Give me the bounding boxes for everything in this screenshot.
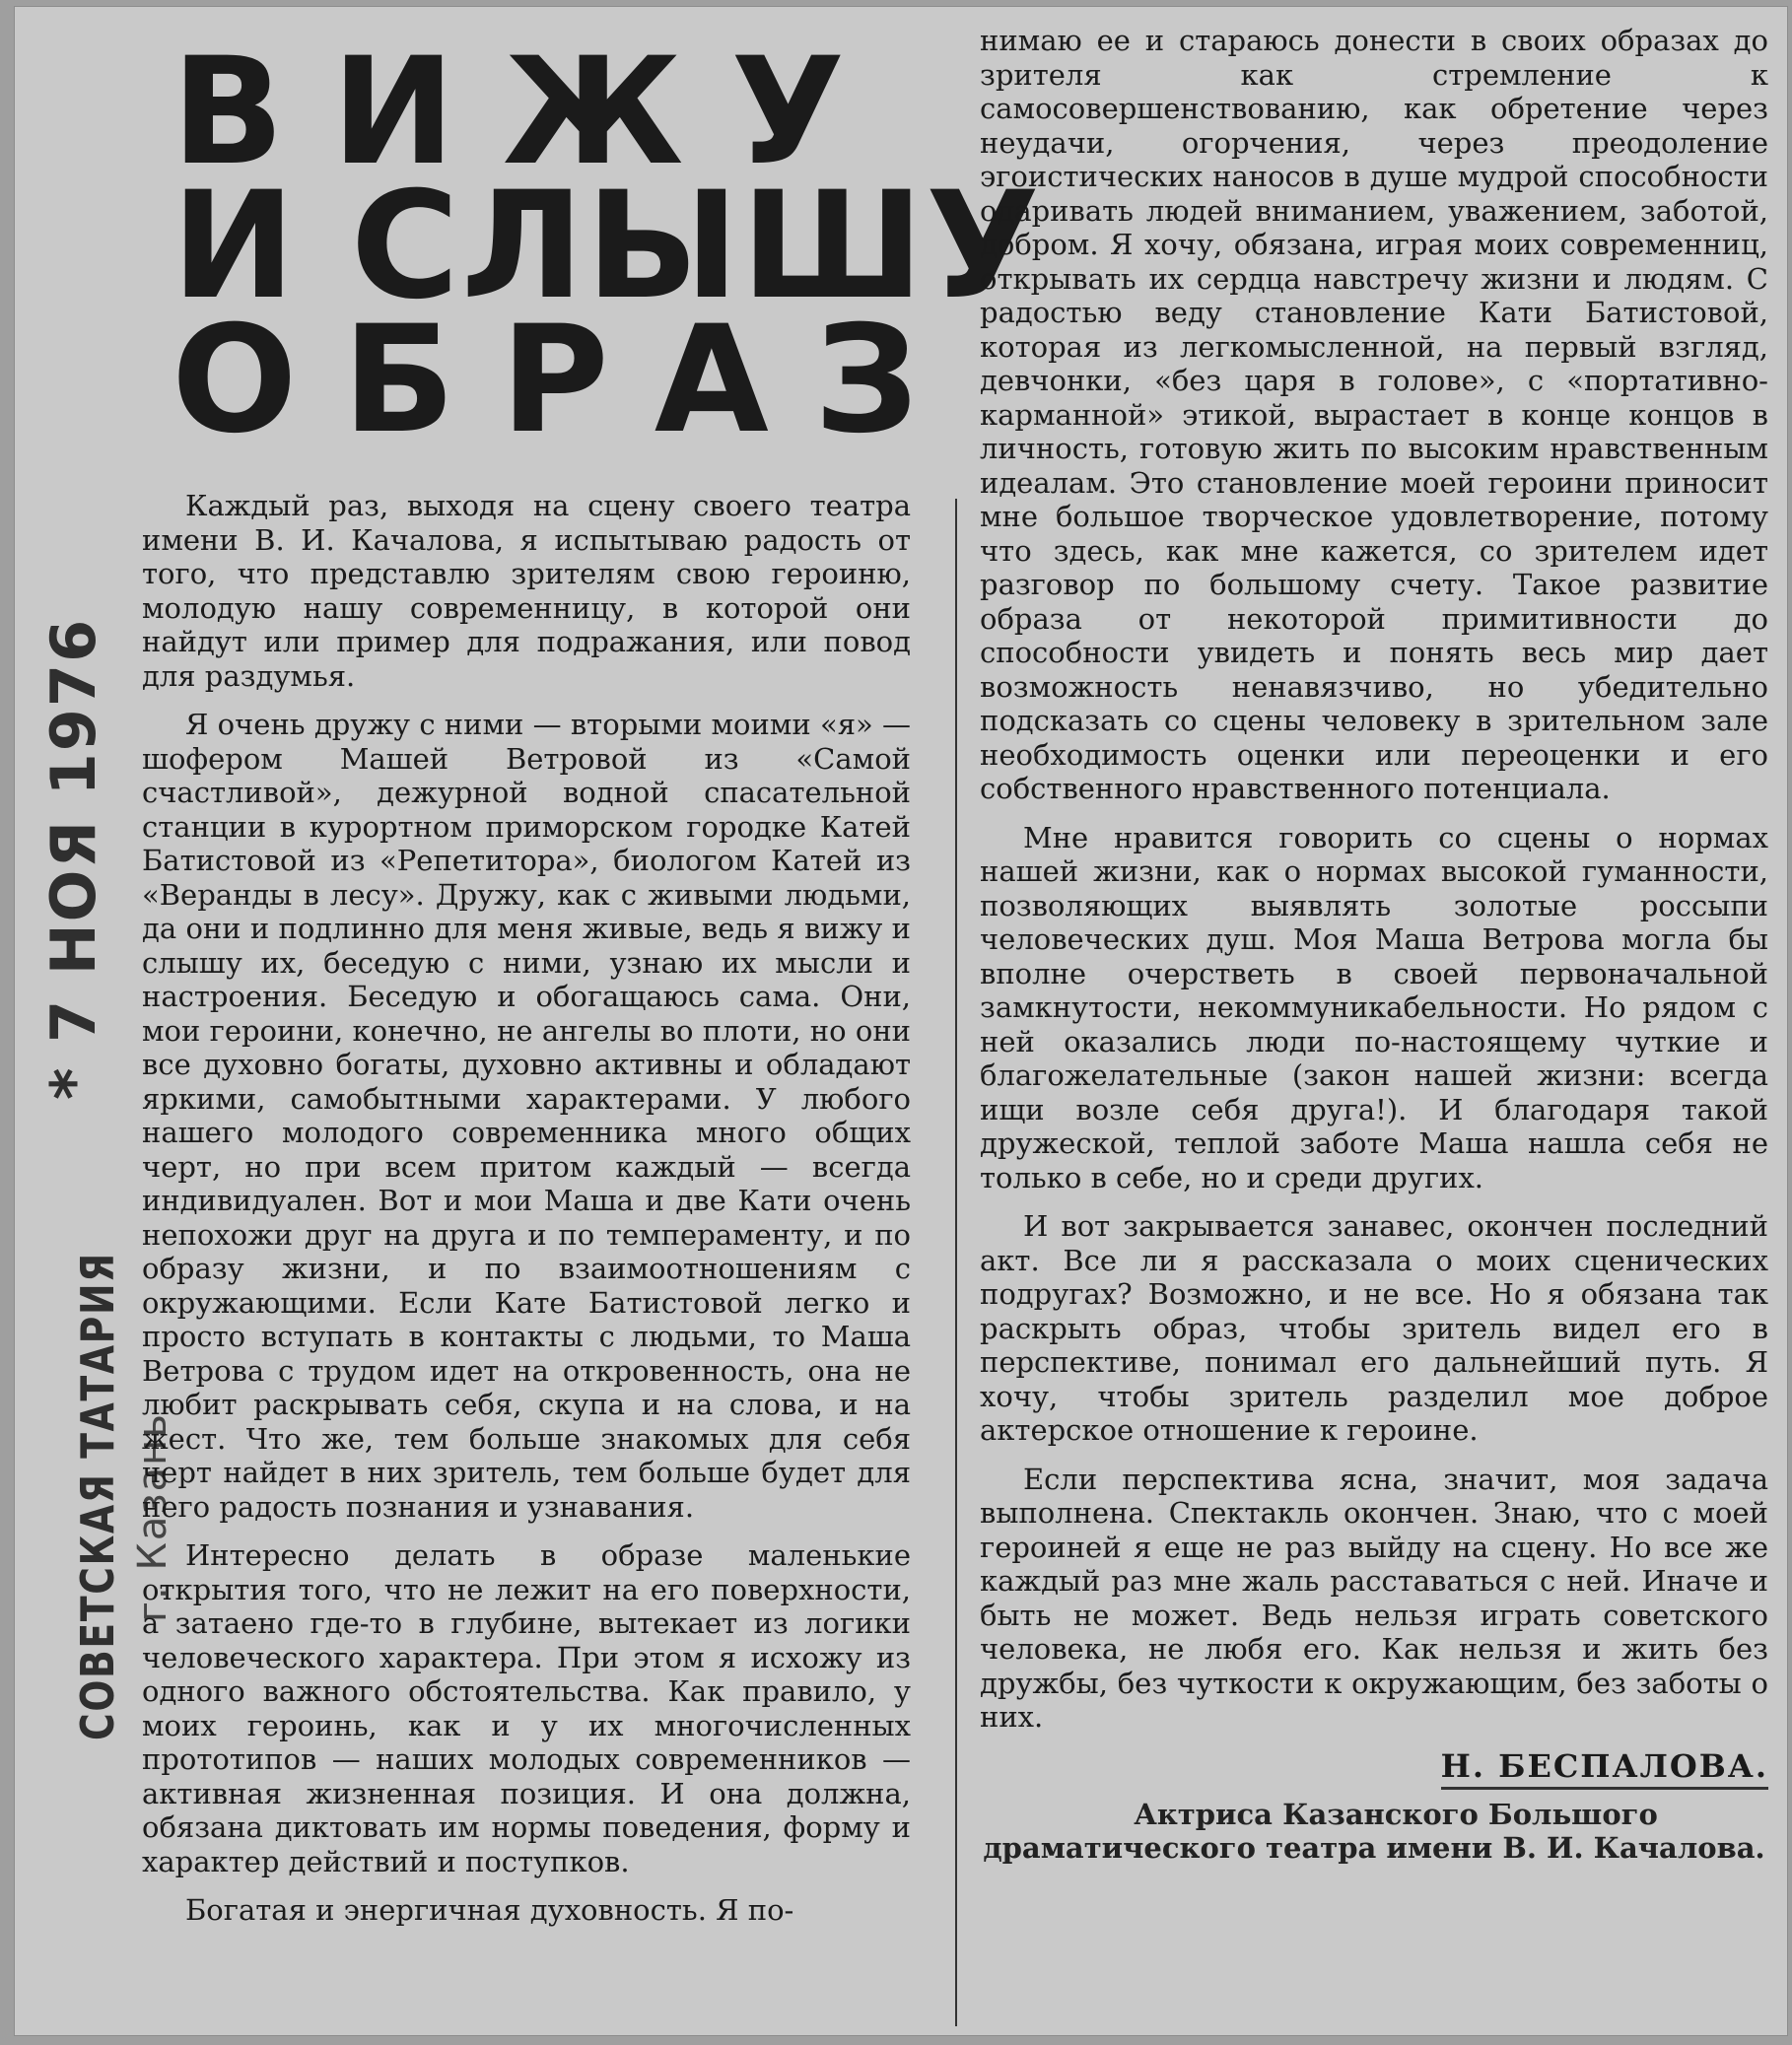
paragraph-4-continued: нимаю ее и стараюсь донести в своих образах до зрителя как стремление к самосовершенствованию, как обретение через неудачи, огорчения, через преодоление эгоистических наносов в душе мудрой способности одаривать людей вниманием, уважением, заботой, добром. Я хочу, обязана, играя моих современниц, открывать их сердца навстречу жизни и людям. С радостью веду становление Кати Батистовой, которая из легкомысленной, на первый взгляд, девчонки, «без царя в голове», с «портативно-карманной» этикой, вырастает в конце концов в личность, готовую жить по высоким нравственным идеалам. Это становление моей героини приносит мне большое творческое удовлетворение, потому что здесь, как мне кажется, со зрителем идет разговор по большому счету. Такое развитие образа от некоторой примитивности до способности увидеть и понять весь мир дает возможность ненавязчиво, но убедительно подсказать со сцены человеку в зрительном зале необходимость оценки или переоценки и его собственного нравственного потенциала. <box>980 24 1768 805</box>
newspaper-source-stamp: СОВЕТСКАЯ ТАТАРИЯ <box>71 1252 124 1740</box>
headline-line-1: ВИЖУ <box>172 27 893 198</box>
city-stamp: г. Казань <box>130 1412 175 1622</box>
date-stamp: * 7 НОЯ 1976 <box>37 617 109 1100</box>
author-name: Н. БЕСПАЛОВА. <box>1441 1747 1768 1790</box>
article-left-column <box>142 489 911 1943</box>
paragraph-6: И вот закрывается занавес, окончен последний акт. Все ли я рассказала о моих сценических подругах? Возможно, и не все. Но я обязана так раскрыть образ, чтобы зритель видел его в перспективе, понимал его дальнейший путь. Я хочу, чтобы зритель разделил мое доброе актерское отношение к героине. <box>980 1209 1768 1447</box>
paragraph-3: Интересно делать в образе маленькие открытия того, что не лежит на его поверхности, а затаено где-то в глубине, вытекает из логики человеческого характера. При этом я исхожу из одного важного обстоятельства. Как правило, у моих героинь, как и у их многочисленных прототипов — наших молодых современников — активная жизненная позиция. И она должна, обязана диктовать им нормы поведения, форму и характер действий и поступков. <box>142 1538 911 1878</box>
paragraph-1: Каждый раз, выходя на сцену своего театра имени В. И. Качалова, я испытываю радость от того, что представлю зрителям свою героиню, молодую нашу современницу, в которой они найдут или пример для подражания, или повод для раздумья. <box>142 489 911 693</box>
author-signature <box>980 1746 1768 1785</box>
paragraph-7: Если перспектива ясна, значит, моя задача выполнена. Спектакль окончен. Знаю, что с моей героиней я еще не раз выйду на сцену. Но все же каждый раз мне жаль расставаться с ней. Иначе и быть не может. Ведь нельзя играть советского человека, не любя его. Как нельзя и жить без дружбы, без чуткости к окружающим, без заботы о них. <box>980 1462 1768 1734</box>
paragraph-4: Богатая и энергичная духовность. Я по- <box>185 1893 794 1927</box>
headline-line-3: ОБРАЗ <box>172 295 965 466</box>
headline-line-2: И СЛЫШУ <box>172 161 1042 332</box>
author-affiliation: Актриса Казанского Большого драматического театра имени В. И. Качалова. <box>983 1798 1765 1865</box>
article-right-column <box>980 24 1768 1879</box>
paragraph-5: Мне нравится говорить со сцены о нормах нашей жизни, как о нормах высокой гуманности, позволяющих выявлять золотые россыпи человеческих душ. Моя Маша Ветрова могла бы вполне очерстветь в своей первоначальной замкнутости, некоммуникабельности. Но рядом с ней оказались люди по-настоящему чуткие и благожелательные (закон нашей жизни: всегда ищи возле себя друга!). И благодаря такой дружеской, теплой заботе Маша нашла себя не только в себе, но и среди других. <box>980 820 1768 1194</box>
paragraph-2: Я очень дружу с ними — вторыми моими «я» — шофером Машей Ветровой из «Самой счастливой», дежурной водной спасательной станции в курортном приморском городке Катей Батистовой из «Репетитора», биологом Катей из «Веранды в лесу». Дружу, как с живыми людьми, да они и подлинно для меня живые, ведь я вижу и слышу их, беседую с ними, узнаю их мысли и настроения. Беседую и обогащаюсь сама. Они, мои героини, конечно, не ангелы во плоти, но они все духовно богаты, духовно активны и обладают яркими, самобытными характерами. У любого нашего молодого современника много общих черт, но при всем притом каждый — всегда индивидуален. Вот и мои Маша и две Кати очень непохожи друг на друга и по темпераменту, и по образу жизни, и по взаимоотношениям с окружающими. Если Кате Батистовой легко и просто вступать в контакты с людьми, то Маша Ветрова с трудом идет на откровенность, она не любит раскрывать себя, скупа и на слова, и на жест. Что же, тем больше знакомых для себя черт найдет в них зритель, тем больше будет для него радость познания и узнавания. <box>142 708 911 1524</box>
article-headline <box>172 27 1042 466</box>
newspaper-clipping <box>14 6 1788 2036</box>
column-divider <box>955 499 957 2026</box>
